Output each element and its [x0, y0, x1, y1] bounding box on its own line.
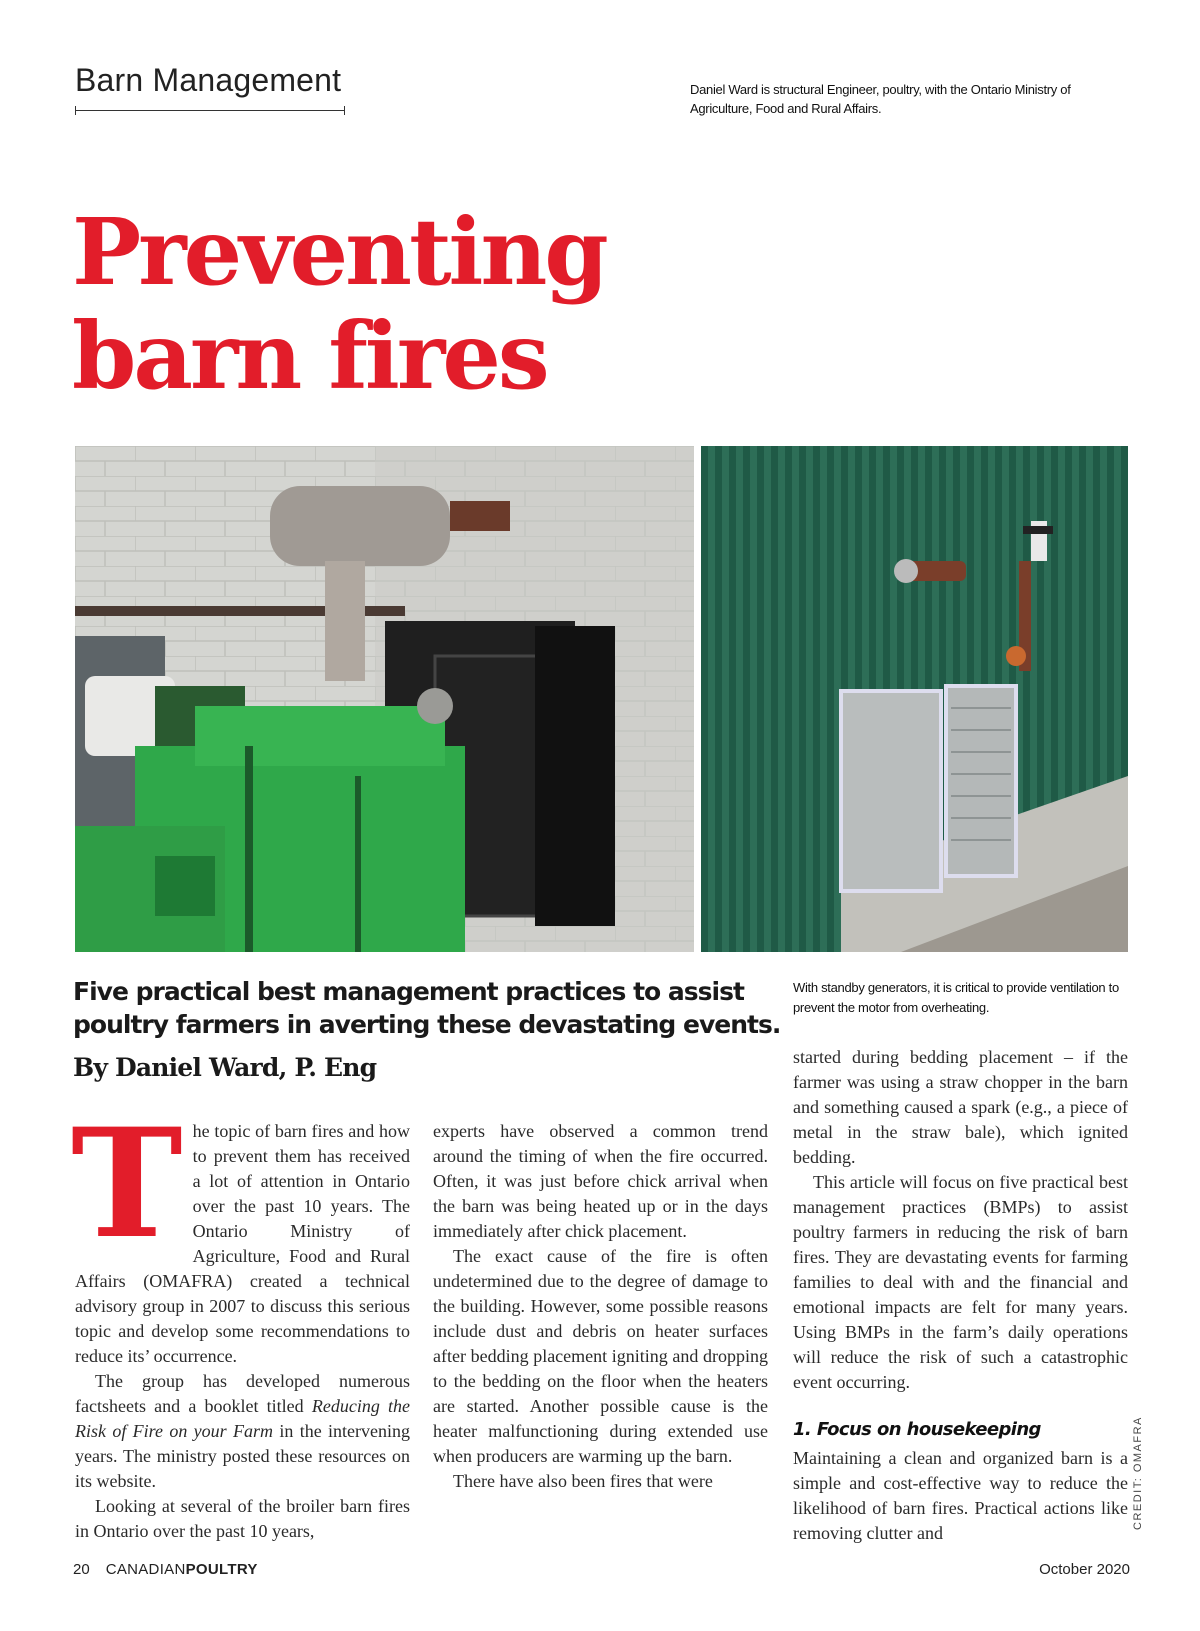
author-note: Daniel Ward is structural Engineer, poultry, with the Ontario Ministry of Agriculture, Food and Rural Affairs. — [690, 82, 1071, 116]
article-title — [72, 200, 772, 408]
byline: By Daniel Ward, P. Eng — [73, 1053, 377, 1082]
title-line-1: Preventing — [72, 198, 606, 306]
footer-folio — [73, 1561, 258, 1578]
article-photo — [75, 446, 1128, 952]
drop-cap: T — [71, 1096, 183, 1272]
magazine-name-light: CANADIAN — [105, 1561, 186, 1578]
paragraph: Looking at several of the broiler barn fires in Ontario over the past 10 years, — [75, 1496, 410, 1541]
magazine-name-bold: POULTRY — [185, 1561, 258, 1578]
body-column-1 — [71, 1096, 411, 1544]
title-line-2: barn fires — [72, 302, 547, 410]
paragraph-text: he topic of barn fires and how to prevent them has received a lot of attention in Ontario over the past 10 years. The Ontario Ministry of Agriculture, Food and Rural Affairs (OMAFRA) created a technical advisory group in 2007 to discuss this serious topic and develop some recommendations to reduce its’ occurrence. — [75, 1121, 410, 1366]
booklet-title: Reducing the Risk of Fire on your Farm — [75, 1396, 410, 1441]
subhead: 1. Focus on housekeeping — [793, 1419, 1041, 1440]
photo-caption: With standby generators, it is critical to provide ventilation to prevent the motor from overheating. — [793, 980, 1119, 1015]
section-label: Barn Management — [75, 62, 342, 98]
magazine-name — [106, 1561, 258, 1578]
paragraph — [75, 1369, 410, 1494]
paragraph: started during bedding placement – if the farmer was using a straw chopper in the barn and something caused a spark (e.g., a piece of metal in the straw bale), which ignited bedding. — [793, 1047, 1128, 1167]
barn-exterior-photo — [701, 446, 1128, 952]
paragraph-text: in the intervening years. The ministry posted these resources on its website. — [75, 1421, 411, 1491]
paragraph — [71, 1096, 410, 1369]
generator-photo — [75, 446, 694, 952]
paragraph: Maintaining a clean and organized barn is a simple and cost-effective way to reduce the likelihood of barn fires. Practical actions like removing clutter and — [793, 1448, 1128, 1543]
paragraph: The exact cause of the fire is often undetermined due to the degree of damage to the building. However, some possible reasons include dust and debris on heater surfaces after bedding placement igniting and dropping to the bedding on the floor when the heaters are started. Another possible cause is the heater malfunctioning during extended use when producers are warming up the barn. — [433, 1246, 768, 1466]
article-deck: Five practical best management practices to assist poultry farmers in averting these devastating events. — [73, 977, 781, 1039]
paragraph: There have also been fires that were — [453, 1471, 713, 1491]
issue-date: October 2020 — [1039, 1561, 1130, 1578]
paragraph-text: The group has developed numerous factsheets and a booklet titled — [75, 1371, 410, 1416]
paragraph: This article will focus on five practical best management practices (BMPs) to assist poultry farmers in reducing the risk of barn fires. They are devastating events for farming families to deal with and the financial and emotional impacts are felt for many years. Using BMPs in the farm’s daily operations will reduce the risk of such a catastrophic event occurring. — [793, 1172, 1128, 1392]
photo-credit: CREDIT: OMAFRA — [1132, 1416, 1144, 1530]
body-column-2 — [433, 1119, 768, 1494]
page-number: 20 — [73, 1561, 90, 1578]
paragraph: experts have observed a common trend around the timing of when the fire occurred. Often, it was just before chick arrival when the barn was being heated up or in the days immediately after chick placement. — [433, 1121, 768, 1241]
body-column-3 — [793, 1045, 1128, 1546]
section-rule — [75, 110, 345, 111]
